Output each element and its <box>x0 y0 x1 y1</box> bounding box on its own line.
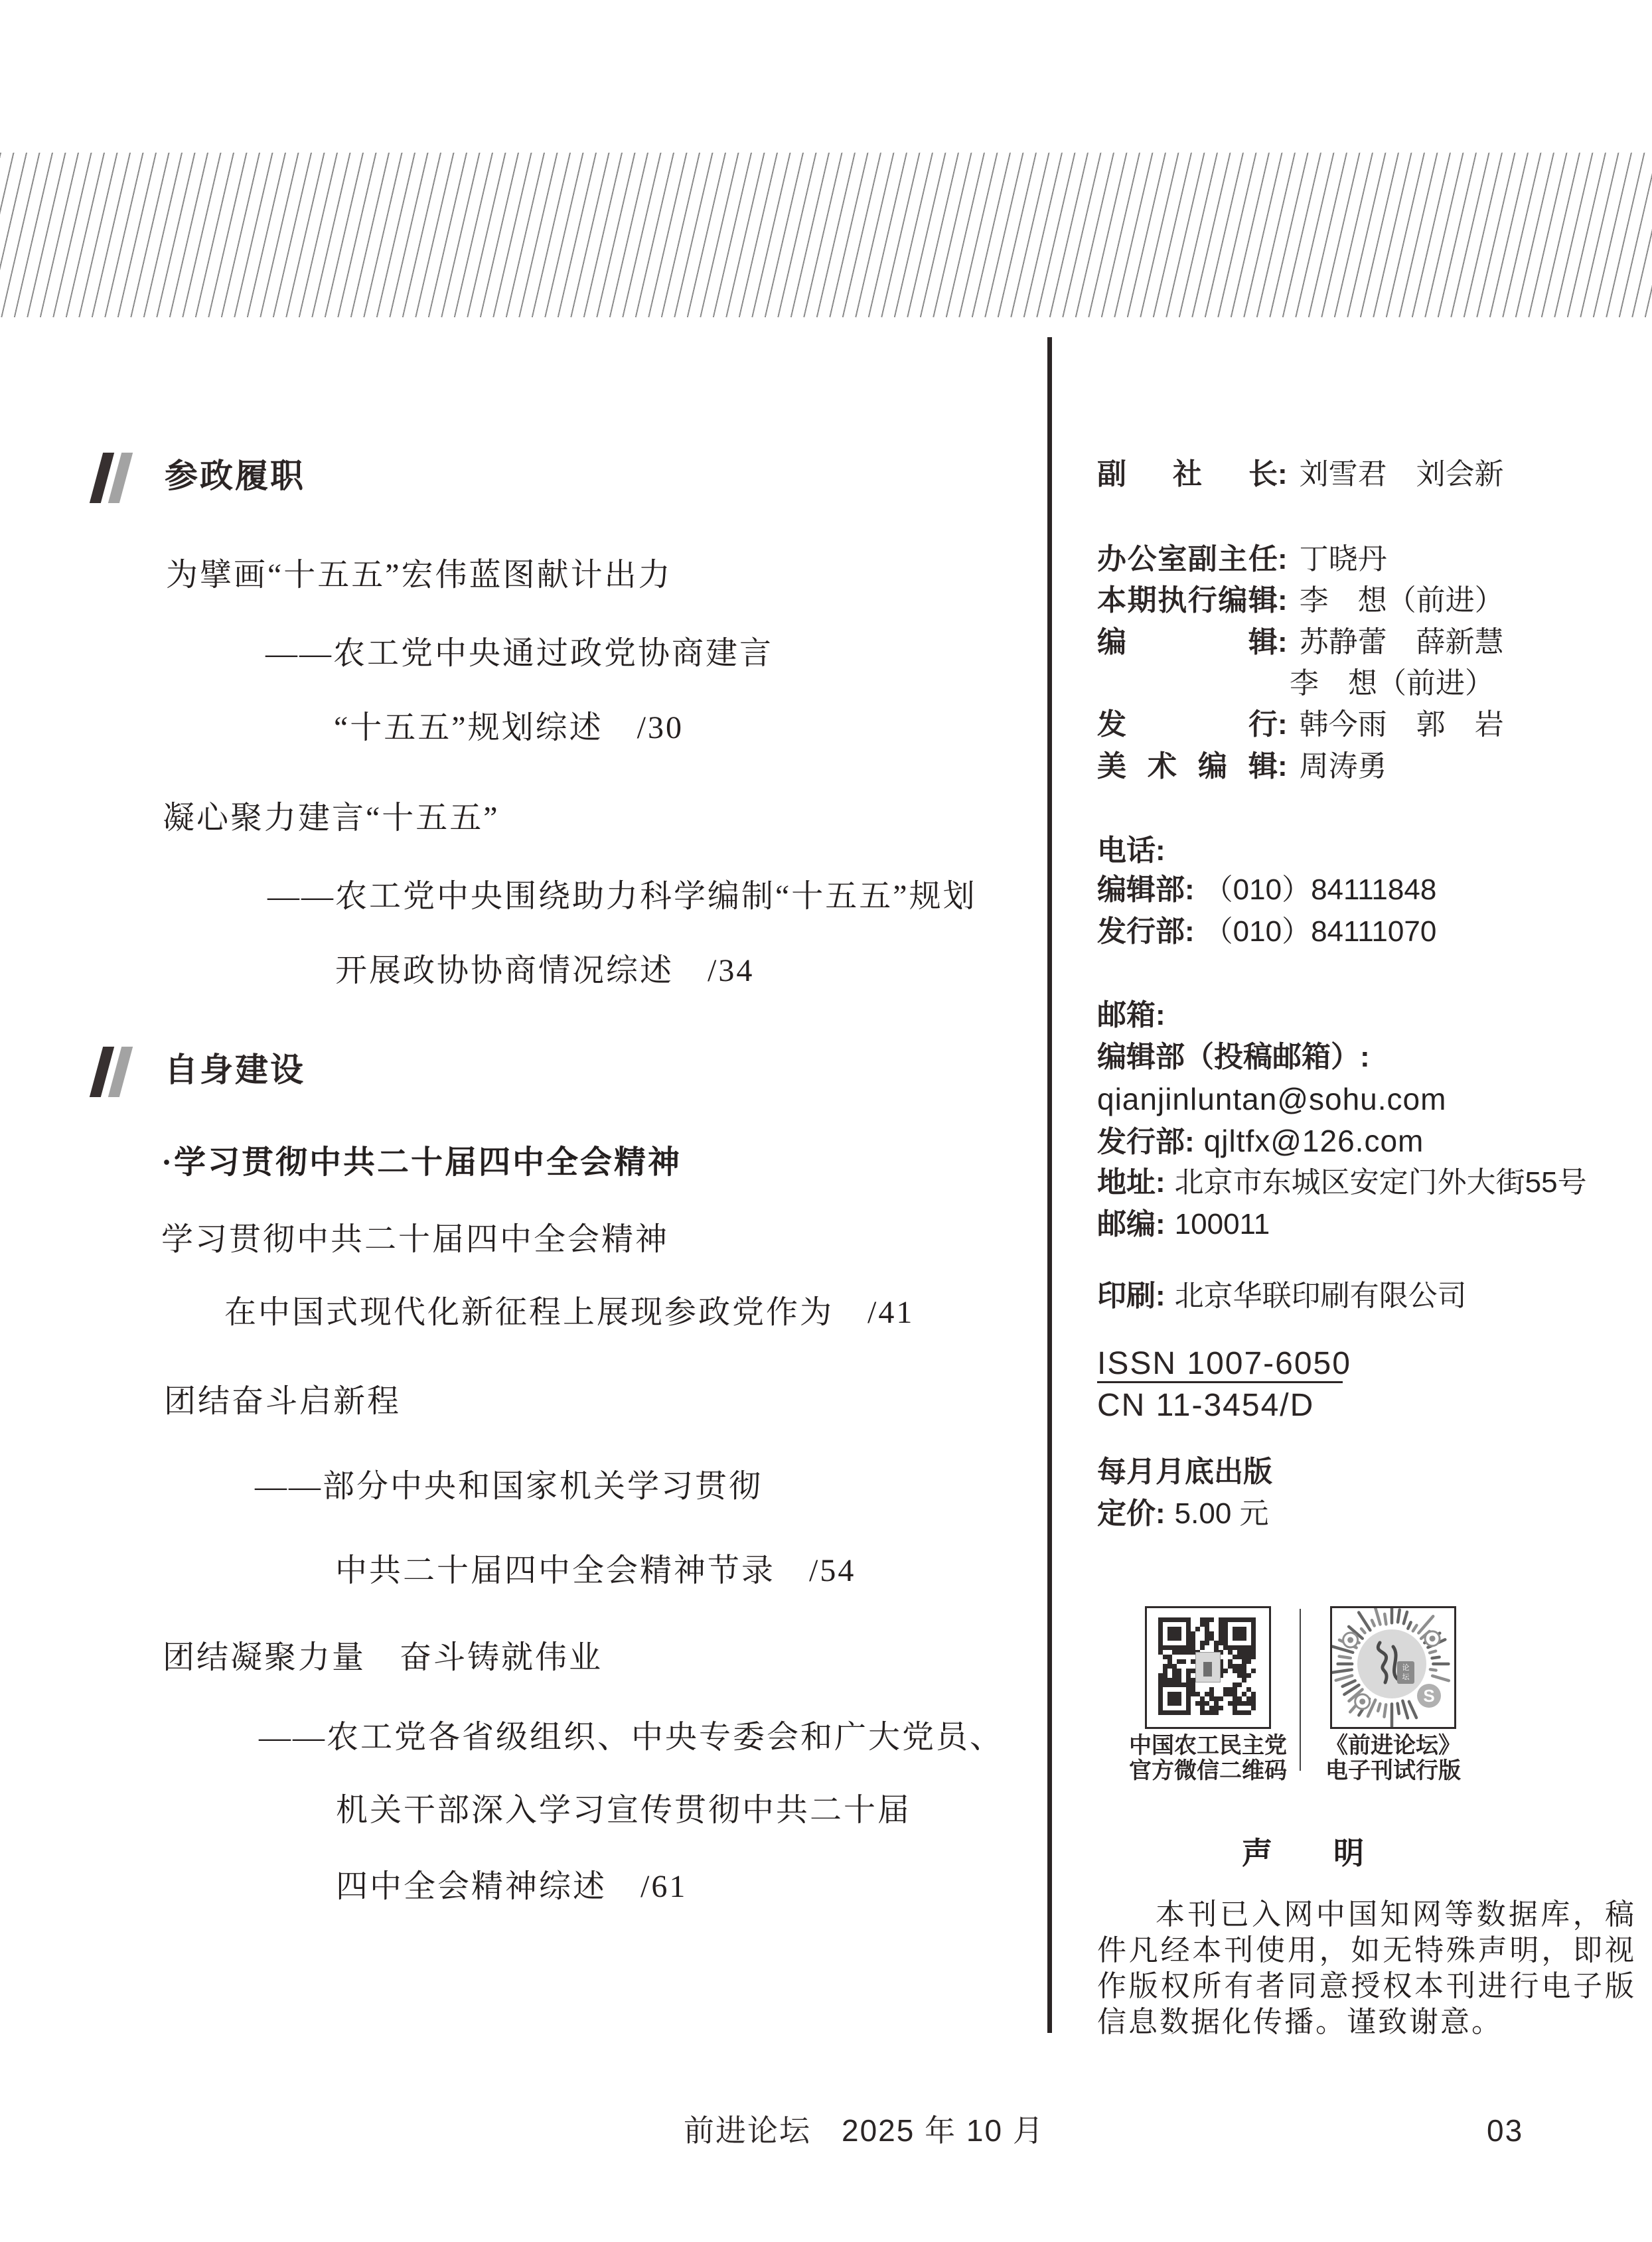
masthead-label: 办公室副主任 <box>1097 543 1278 575</box>
masthead-row-distribution <box>1097 706 1504 743</box>
toc-entry-title[interactable]: 团结凝聚力量 奋斗铸就伟业 <box>163 1640 603 1675</box>
toc-entry-subtitle: 机关干部深入学习宣传贯彻中共二十届 <box>336 1793 912 1828</box>
toc-subsection-heading: ·学习贯彻中共二十届四中全会精神 <box>161 1145 682 1180</box>
phone-header: 电话: <box>1097 834 1165 867</box>
masthead-value: 苏静蕾 薛新慧 <box>1299 626 1504 658</box>
svg-text:S: S <box>1423 1686 1435 1706</box>
masthead-row-executive-editor <box>1097 582 1504 619</box>
printer-label: 印刷: <box>1097 1280 1165 1312</box>
masthead-row-editors <box>1097 624 1504 661</box>
toc-entry-title[interactable]: 团结奋斗启新程 <box>164 1384 402 1419</box>
svg-text:坛: 坛 <box>1402 1673 1410 1681</box>
toc-entry-title[interactable]: 为擘画“十五五”宏伟蓝图献计出力 <box>166 558 672 593</box>
section-title-self-building: 自身建设 <box>165 1051 305 1088</box>
phone-label: 编辑部: <box>1097 873 1195 906</box>
colon: : <box>1278 708 1288 741</box>
address-label: 地址: <box>1097 1166 1165 1199</box>
printer <box>1097 1278 1467 1315</box>
masthead-row-art-editor <box>1097 748 1387 785</box>
masthead-row-office-deputy <box>1097 541 1387 578</box>
address-value: 北京市东城区安定门外大街55号 <box>1174 1166 1587 1199</box>
masthead-label: 本期执行编辑 <box>1097 584 1278 617</box>
street-address <box>1097 1164 1587 1201</box>
masthead-value: 丁晓丹 <box>1299 543 1387 575</box>
section-title-participation: 参政履职 <box>165 457 305 494</box>
masthead-label: 美术编辑 <box>1097 750 1278 783</box>
phone-label: 发行部: <box>1097 915 1195 948</box>
hatch-stripe-band <box>0 153 1652 317</box>
footer-page-number: 03 <box>1487 2113 1524 2148</box>
toc-entry-page: “十五五”规划综述 /30 <box>334 710 684 745</box>
colon: : <box>1278 543 1288 575</box>
masthead-label: 发行 <box>1097 708 1278 741</box>
issn-number: ISSN 1007-6050 <box>1097 1346 1351 1381</box>
toc-entry-page: 四中全会精神综述 /61 <box>336 1869 688 1904</box>
qr-module-grid <box>1158 1617 1256 1715</box>
footer-journal-date <box>684 2111 1045 2150</box>
toc-entry-page: 在中国式现代化新征程上展现参政党作为 /41 <box>224 1295 915 1330</box>
cn-number: CN 11-3454/D <box>1097 1388 1315 1423</box>
toc-entry-page: 开展政协协商情况综述 /34 <box>335 953 755 988</box>
toc-entry-subtitle: ——部分中央和国家机关学习贯彻 <box>255 1469 763 1504</box>
colon: : <box>1278 584 1288 617</box>
column-divider <box>1047 337 1052 2033</box>
footer-issue-date: 2025 年 10 月 <box>842 2113 1045 2148</box>
mail-distribution <box>1097 1122 1424 1161</box>
masthead-value: 李 想（前进） <box>1299 584 1504 617</box>
statement-body: 本刊已入网中国知网等数据库，稿件凡经本刊使用，如无特殊声明，即视作版权所有者同意授权本刊进行电子版信息数据化传播。谨致谢意。 <box>1097 1898 1636 2038</box>
qr-caption-right-line1: 《前进论坛》 <box>1325 1733 1461 1758</box>
toc-entry-subtitle: ——农工党各省级组织、中央专委会和广大党员、 <box>259 1720 1004 1755</box>
masthead-label: 副社长 <box>1097 458 1278 490</box>
issn-divider-rule <box>1097 1381 1343 1383</box>
mail-editorial-label: 编辑部（投稿邮箱）: <box>1097 1041 1370 1073</box>
toc-entry-title[interactable]: 凝心聚力建言“十五五” <box>163 800 500 836</box>
price <box>1097 1495 1269 1532</box>
qr-caption-left-line2: 官方微信二维码 <box>1129 1758 1287 1783</box>
mail-editorial-address[interactable]: qianjinluntan@sohu.com <box>1097 1082 1447 1116</box>
colon: : <box>1278 626 1288 658</box>
printer-value: 北京华联印刷有限公司 <box>1174 1280 1467 1312</box>
masthead-value: 韩今雨 郭 岩 <box>1299 708 1504 741</box>
statement-title: 声 明 <box>1242 1836 1364 1870</box>
toc-entry-subtitle: ——农工党中央通过政党协商建言 <box>265 636 774 671</box>
toc-entry-page: 中共二十届四中全会精神节录 /54 <box>335 1553 856 1588</box>
mail-address[interactable]: qjltfx@126.com <box>1203 1124 1424 1158</box>
postcode <box>1097 1206 1270 1243</box>
masthead-row-deputy-director <box>1097 456 1504 493</box>
postcode-label: 邮编: <box>1097 1208 1165 1240</box>
wechat-qr-code <box>1145 1606 1271 1729</box>
masthead-row-editors-cont: 李 想（前进） <box>1290 667 1494 700</box>
svg-text:论: 论 <box>1402 1664 1410 1672</box>
mail-label: 发行部: <box>1097 1126 1195 1158</box>
qr-caption-right-line2: 电子刊试行版 <box>1325 1758 1461 1783</box>
masthead-value: 刘雪君 刘会新 <box>1299 458 1504 490</box>
publication-schedule: 每月月底出版 <box>1097 1456 1272 1488</box>
phone-number: （010）84111070 <box>1203 915 1437 948</box>
qr-center-logo <box>1195 1652 1221 1682</box>
masthead-value: 周涛勇 <box>1299 750 1387 783</box>
footer-journal-name: 前进论坛 <box>684 2113 811 2148</box>
mailbox-header: 邮箱: <box>1097 999 1165 1031</box>
section-slash-icon <box>92 453 139 503</box>
miniprogram-sunburst-icon <box>1332 1608 1454 1727</box>
qr-caption-left-line1: 中国农工民主党 <box>1129 1733 1287 1758</box>
colon: : <box>1278 750 1288 783</box>
masthead-label: 编辑 <box>1097 626 1278 658</box>
colon: : <box>1278 458 1288 490</box>
phone-distribution <box>1097 913 1436 950</box>
price-value: 5.00 元 <box>1174 1497 1269 1530</box>
qr-divider <box>1300 1609 1301 1771</box>
toc-entry-subtitle: ——农工党中央围绕助力科学编制“十五五”规划 <box>267 879 977 914</box>
miniprogram-code <box>1330 1606 1456 1729</box>
toc-entry-title[interactable]: 学习贯彻中共二十届四中全会精神 <box>161 1222 670 1257</box>
phone-editorial <box>1097 871 1436 909</box>
phone-number: （010）84111848 <box>1203 873 1437 906</box>
section-slash-icon <box>92 1047 139 1097</box>
postcode-value: 100011 <box>1174 1208 1270 1240</box>
price-label: 定价: <box>1097 1497 1165 1530</box>
